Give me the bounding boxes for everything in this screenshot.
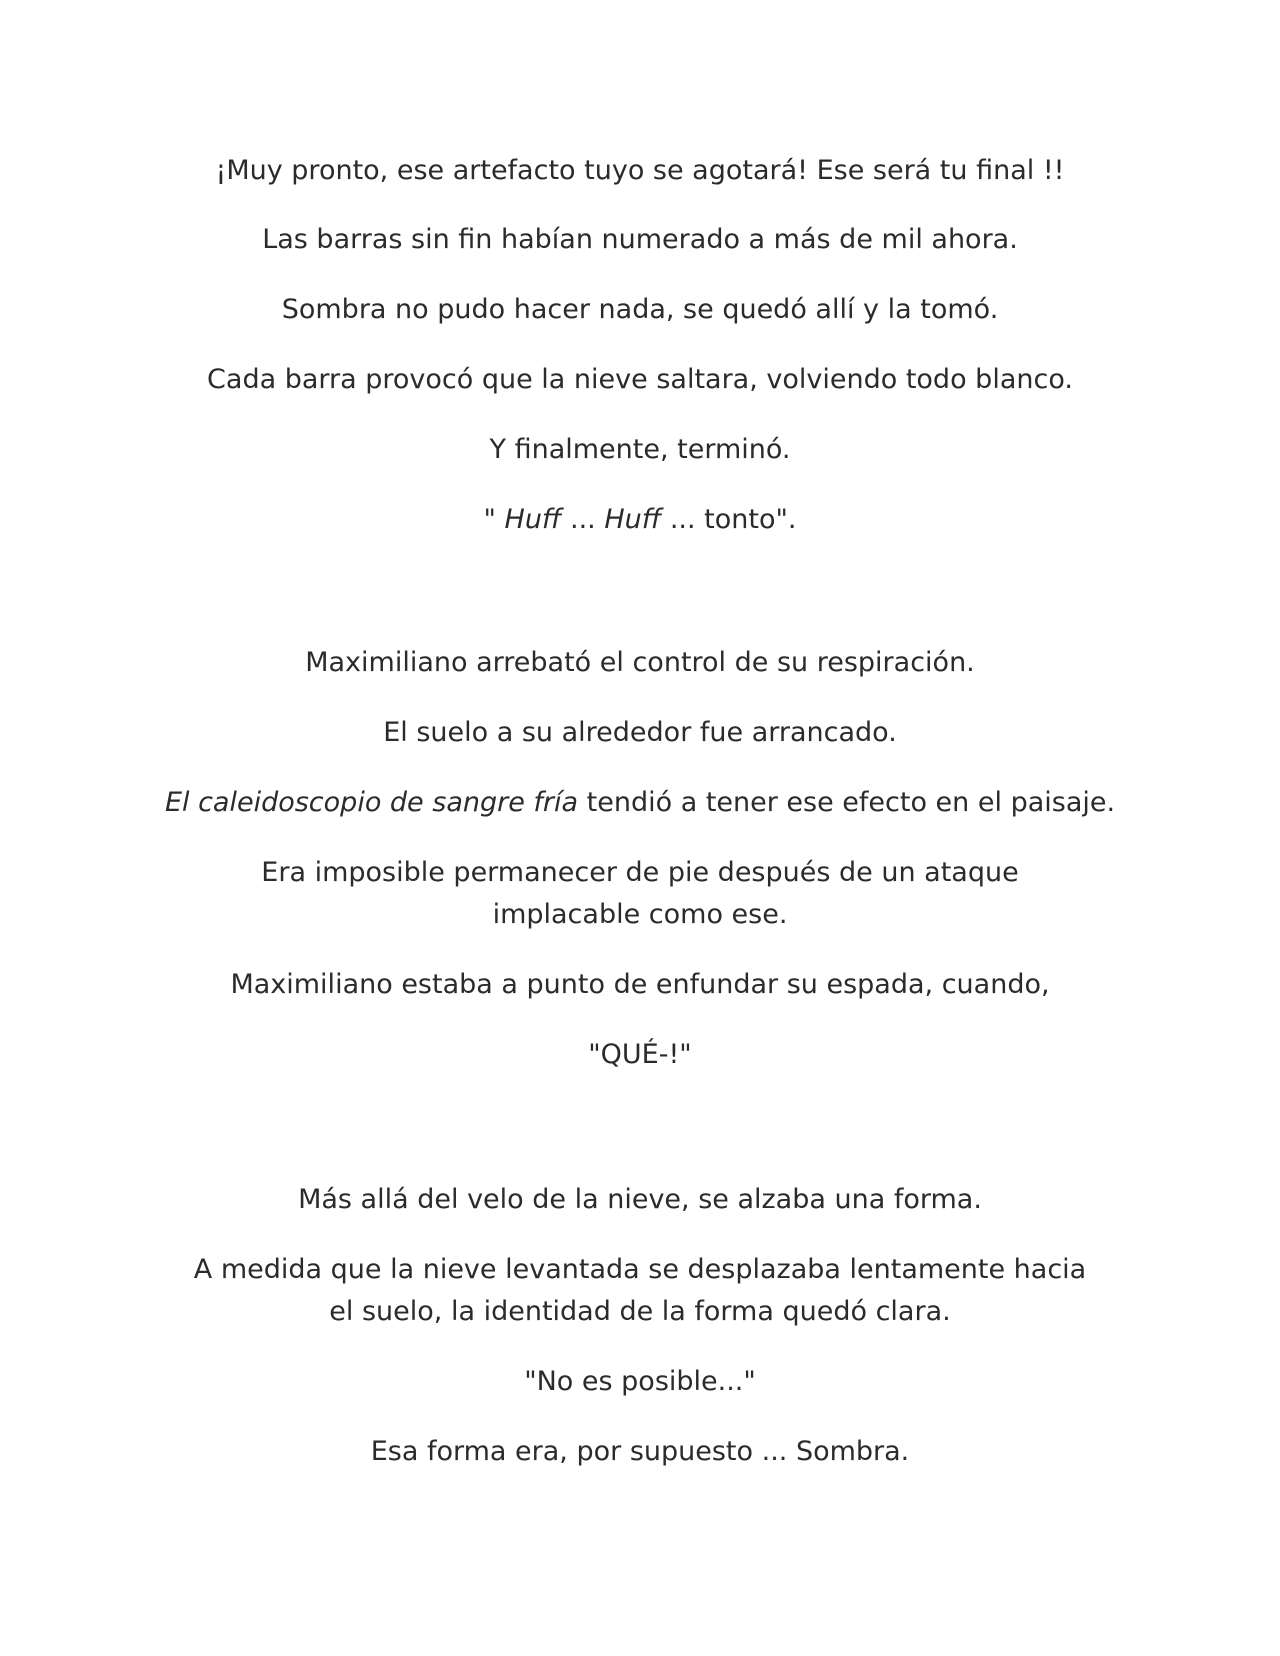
- paragraph-6-mid: ...: [561, 504, 605, 535]
- paragraph-2: Las barras sin fin habían numerado a más de mil ahora.: [262, 224, 1018, 255]
- paragraph-9-post: tendió a tener ese efecto en el paisaje.: [578, 787, 1116, 818]
- paragraph-6-italic-2: Huff: [604, 504, 662, 535]
- paragraph-6-italic-1: Huff: [504, 504, 562, 535]
- paragraph-12: "QUÉ-!": [588, 1039, 692, 1070]
- paragraph-6: [150, 499, 1130, 541]
- paragraph-1: ¡Muy pronto, ese artefacto tuyo se agotará! Ese será tu final !!: [215, 155, 1065, 186]
- paragraph-14: A medida que la nieve levantada se desplazaba lentamente hacia el suelo, la identidad de la forma quedó clara.: [193, 1254, 1087, 1327]
- paragraph-9-italic: El caleidoscopio de sangre fría: [164, 787, 579, 818]
- paragraph-11: Maximiliano estaba a punto de enfundar su espada, cuando,: [230, 969, 1050, 1000]
- paragraph-3: Sombra no pudo hacer nada, se quedó allí y la tomó.: [281, 294, 999, 325]
- paragraph-15: "No es posible...": [524, 1366, 756, 1397]
- paragraph-7: Maximiliano arrebató el control de su respiración.: [305, 647, 975, 678]
- paragraph-4: Cada barra provocó que la nieve saltara, volviendo todo blanco.: [207, 364, 1073, 395]
- paragraph-8: El suelo a su alrededor fue arrancado.: [383, 717, 897, 748]
- paragraph-9: [150, 782, 1130, 824]
- paragraph-16: Esa forma era, por supuesto ... Sombra.: [370, 1436, 910, 1467]
- paragraph-10: Era imposible permanecer de pie después de un ataque implacable como ese.: [261, 857, 1019, 930]
- paragraph-5: Y finalmente, terminó.: [489, 434, 791, 465]
- paragraph-6-pre: ": [483, 504, 505, 535]
- paragraph-13: Más allá del velo de la nieve, se alzaba una forma.: [298, 1184, 982, 1215]
- paragraph-6-post: ... tonto".: [661, 504, 797, 535]
